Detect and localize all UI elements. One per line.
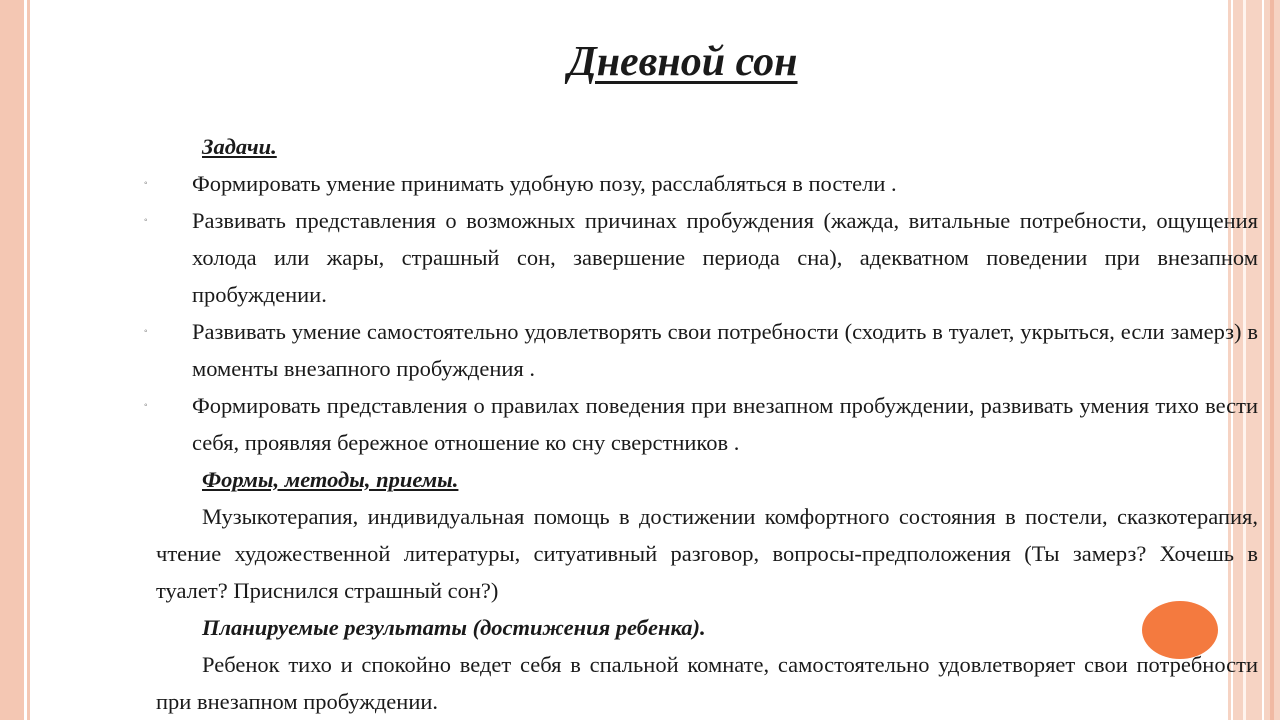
results-heading: Планируемые результаты (достижения ребенка).	[202, 615, 706, 640]
bullet-icon: ◦	[144, 326, 148, 337]
bullet-icon: ◦	[144, 400, 148, 411]
methods-paragraph: Музыкотерапия, индивидуальная помощь в достижении комфортного состояния в постели, сказкотерапия, чтение художественной литературы, ситуативный разговор, вопросы-предположения (Ты замерз? Хочешь в туалет? Приснился страшный сон?)	[156, 504, 1258, 603]
task-item	[144, 165, 1258, 202]
methods-heading: Формы, методы, приемы.	[202, 467, 459, 492]
bullet-icon: ◦	[144, 178, 148, 189]
left-border	[0, 0, 24, 720]
task-item	[144, 387, 1258, 461]
task-text: Формировать умение принимать удобную позу, расслабляться в постели .	[192, 171, 897, 196]
bullet-icon: ◦	[144, 215, 148, 226]
slide-title: Дневной сон	[568, 39, 798, 85]
right-border-line	[1262, 0, 1264, 720]
task-item	[144, 202, 1258, 313]
tasks-heading: Задачи.	[202, 134, 277, 159]
task-item	[144, 313, 1258, 387]
results-paragraph: Ребенок тихо и спокойно ведет себя в спальной комнате, самостоятельно удовлетворяет свои потребности при внезапном пробуждении.	[156, 652, 1258, 714]
task-text: Развивать умение самостоятельно удовлетворять свои потребности (сходить в туалет, укрыться, если замерз) в моменты внезапного пробуждения .	[192, 319, 1258, 381]
right-border-line	[1270, 0, 1274, 720]
left-border-line	[27, 0, 30, 720]
task-text: Развивать представления о возможных причинах пробуждения (жажда, витальные потребности, ощущения холода или жары, страшный сон, завершение периода сна), адекватном поведении при внезапном пробуждении.	[192, 208, 1258, 307]
slide-content	[144, 128, 1258, 720]
task-text: Формировать представления о правилах поведения при внезапном пробуждении, развивать умения тихо вести себя, проявляя бережное отношение ко сну сверстников .	[192, 393, 1258, 455]
